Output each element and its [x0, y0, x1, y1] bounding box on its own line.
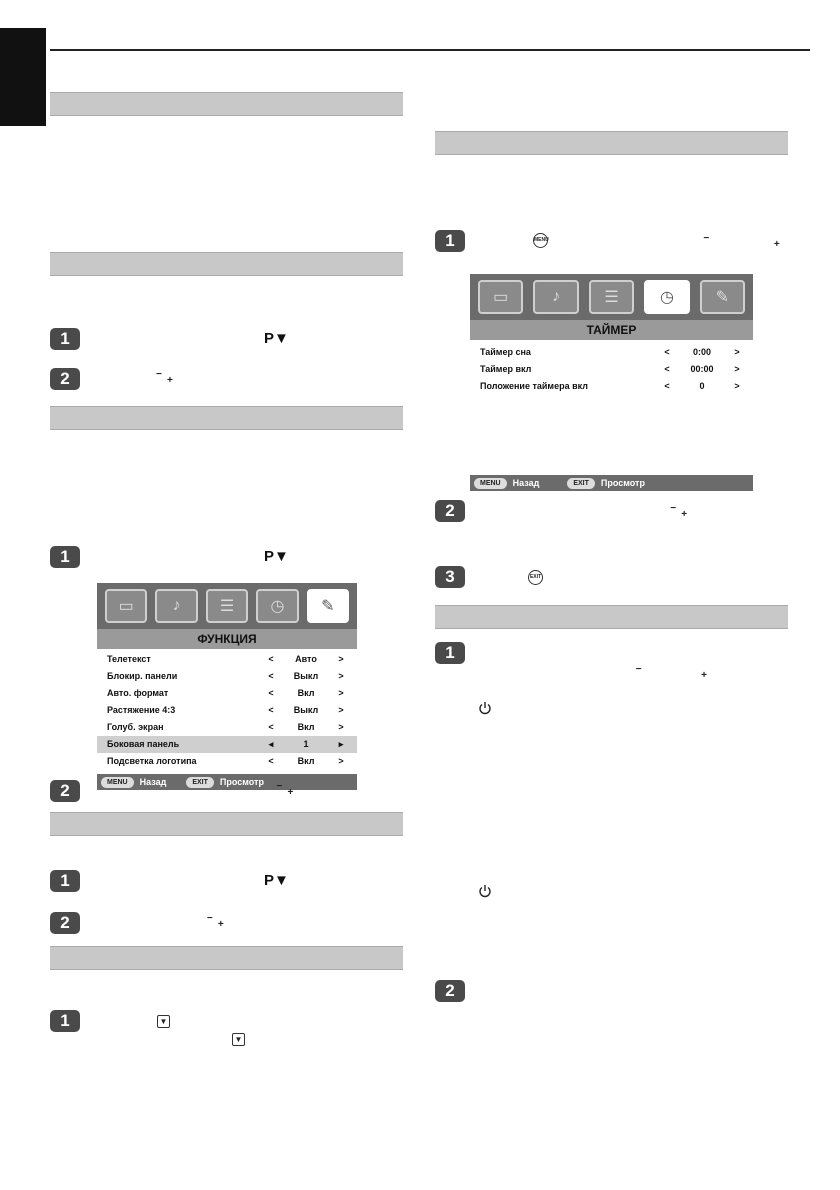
down-icon: ▼	[232, 1033, 245, 1046]
section-bar-5	[50, 946, 403, 970]
osd-timer-menu	[470, 274, 753, 491]
volume-icon: − +	[156, 369, 173, 386]
header-rule	[50, 49, 810, 51]
step-badge: 2	[50, 912, 80, 934]
osd-icon-strip	[470, 274, 753, 320]
p-down-icon: P▼	[264, 330, 289, 347]
music-icon: ♪	[155, 589, 197, 623]
osd-row[interactable]: Растяжение 4:3 < Выкл >	[107, 705, 344, 715]
osd-row[interactable]: Авто. формат < Вкл >	[107, 688, 344, 698]
down-icon: ▼	[157, 1015, 170, 1028]
osd-function-menu	[97, 583, 357, 790]
volume-icon: −	[635, 664, 642, 675]
volume-icon: +	[773, 239, 780, 250]
osd-row[interactable]: Блокир. панели < Выкл >	[107, 671, 344, 681]
clock-icon: ◷	[256, 589, 298, 623]
volume-icon: +	[701, 670, 708, 681]
wrench-icon: ✎	[700, 280, 745, 314]
section-bar-2	[50, 252, 403, 276]
osd-row[interactable]: Таймер вкл < 00:00 >	[480, 364, 740, 374]
power-icon	[478, 884, 492, 898]
section-bar-6	[435, 605, 788, 629]
step-badge: 2	[50, 780, 80, 802]
settings-panel-icon: ☰	[206, 589, 248, 623]
step-badge: 2	[50, 368, 80, 390]
step-badge: 1	[50, 546, 80, 568]
osd-icon-strip	[97, 583, 357, 629]
osd-footer: MENU Назад EXIT Просмотр	[470, 475, 753, 491]
step-badge: 2	[435, 500, 465, 522]
osd-title: ФУНКЦИЯ	[97, 629, 357, 649]
osd-title: ТАЙМЕР	[470, 320, 753, 340]
volume-icon: − +	[276, 781, 294, 798]
p-down-icon: P▼	[264, 872, 289, 889]
step-badge: 1	[50, 870, 80, 892]
tv-icon: ▭	[105, 589, 147, 623]
section-bar-4	[50, 812, 403, 836]
osd-row[interactable]: Подсветка логотипа < Вкл >	[107, 756, 344, 766]
menu-icon: MENU	[533, 233, 548, 248]
volume-icon: −	[703, 233, 710, 244]
section-bar-timer	[435, 131, 788, 155]
step-badge: 1	[435, 642, 465, 664]
osd-row-selected[interactable]: Боковая панель ◂ 1 ▸	[97, 736, 357, 753]
step-badge: 1	[50, 1010, 80, 1032]
p-down-icon: P▼	[264, 548, 289, 565]
language-tab	[0, 28, 46, 126]
step-badge: 1	[50, 328, 80, 350]
tv-icon: ▭	[478, 280, 523, 314]
osd-row[interactable]: Телетекст < Авто >	[107, 654, 344, 664]
step-badge: 2	[435, 980, 465, 1002]
clock-icon: ◷	[644, 280, 689, 314]
section-bar-3	[50, 406, 403, 430]
section-bar-1	[50, 92, 403, 116]
volume-icon: − +	[206, 913, 224, 930]
wrench-icon: ✎	[307, 589, 349, 623]
power-icon	[478, 701, 492, 715]
volume-icon: − +	[670, 503, 688, 520]
osd-row[interactable]: Голуб. экран < Вкл >	[107, 722, 344, 732]
music-icon: ♪	[533, 280, 578, 314]
osd-row[interactable]: Положение таймера вкл < 0 >	[480, 381, 740, 391]
exit-icon: EXIT	[528, 570, 543, 585]
step-badge: 1	[435, 230, 465, 252]
osd-row[interactable]: Таймер сна < 0:00 >	[480, 347, 740, 357]
osd-footer: MENU Назад EXIT Просмотр	[97, 774, 357, 790]
step-badge: 3	[435, 566, 465, 588]
settings-panel-icon: ☰	[589, 280, 634, 314]
